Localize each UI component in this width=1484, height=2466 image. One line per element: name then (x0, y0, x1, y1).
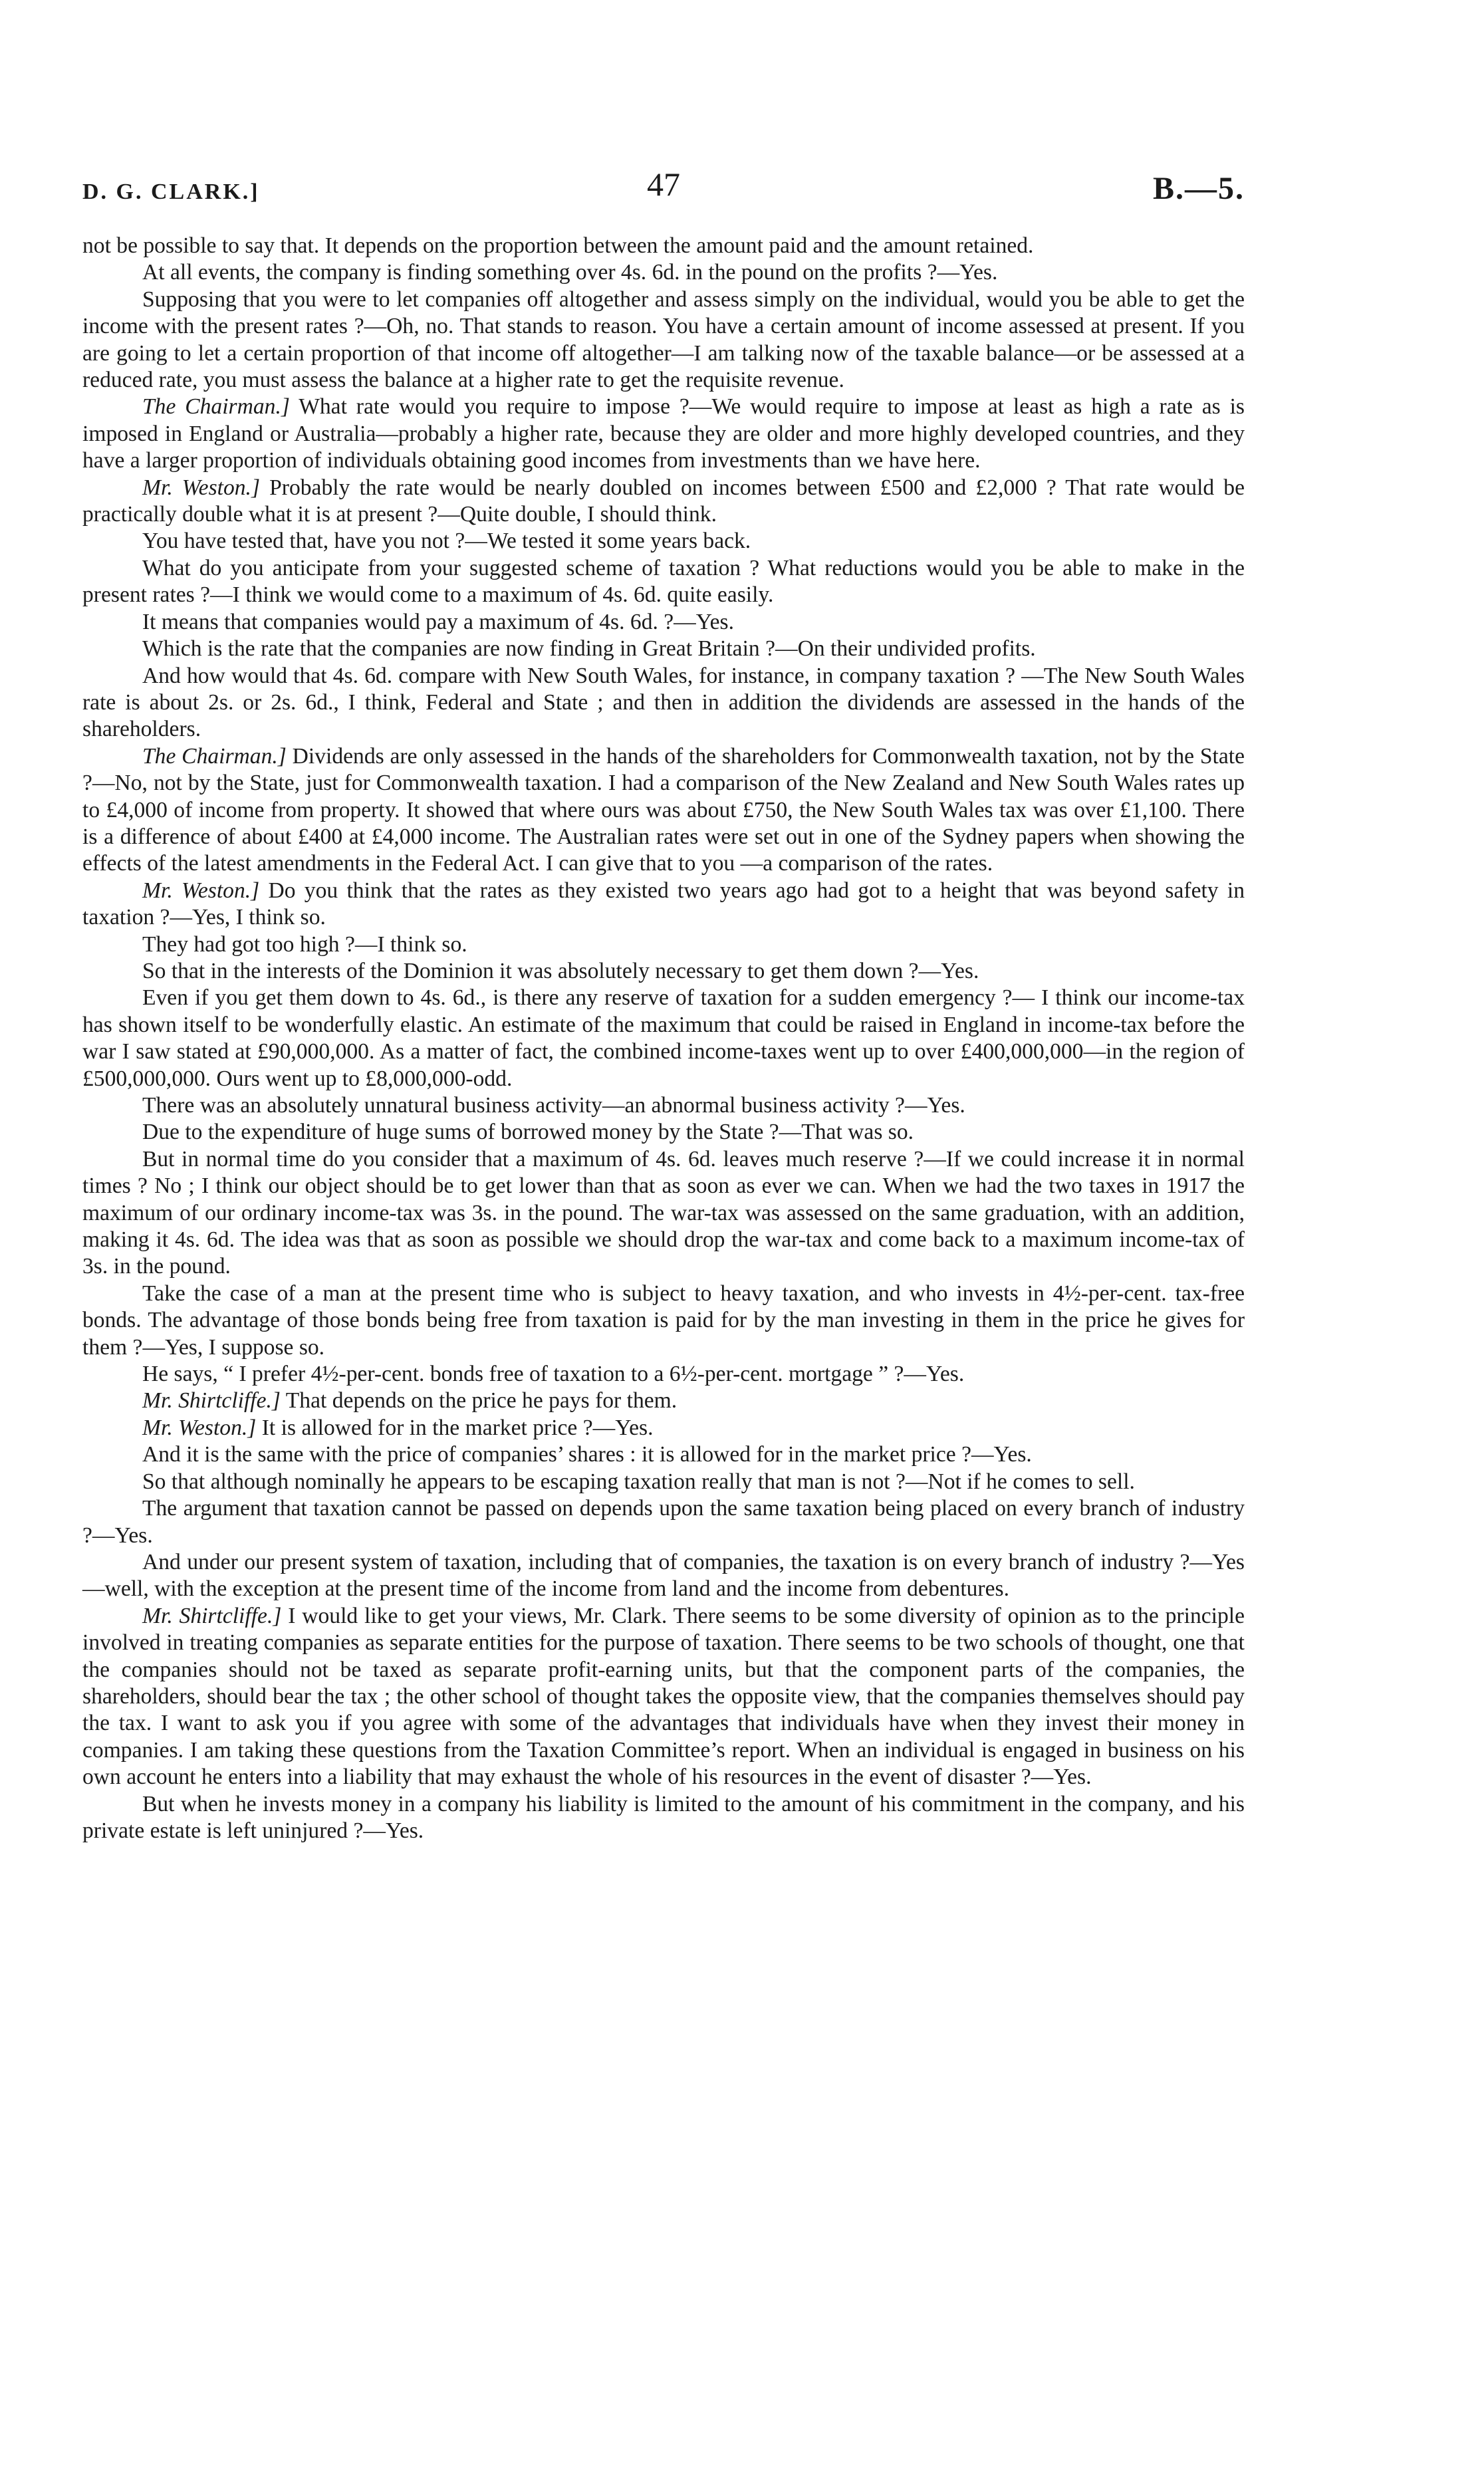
paragraph (82, 287, 1245, 394)
paragraph-text: Supposing that you were to let companies off altogether and assess simply on the individual, would you be able to get the income with the present rates ?—Oh, no. That stands to reason. You have a certain amount of income assessed at present. If you are going to let a certain proportion of that income off altogether—I am talking now of the taxable balance—or be assessed at a reduced rate, you must assess the balance at a higher rate to get the requisite revenue. (82, 287, 1245, 393)
paragraph (82, 555, 1245, 609)
paragraph-text: And it is the same with the price of companies’ shares : it is allowed for in the market price ?—Yes. (142, 1442, 1032, 1467)
paragraph (82, 1146, 1245, 1281)
paragraph (82, 1119, 1245, 1146)
paragraph-text: So that although nominally he appears to be escaping taxation really that man is not ?—Not if he comes to sell. (142, 1469, 1135, 1494)
paragraph-text: You have tested that, have you not ?—We tested it some years back. (142, 529, 751, 554)
paragraph (82, 1281, 1245, 1361)
paragraph-text: At all events, the company is finding something over 4s. 6d. in the pound on the profits ?—Yes. (142, 260, 998, 285)
paragraph (82, 878, 1245, 931)
paragraph-text: not be possible to say that. It depends on the proportion between the amount paid and the amount retained. (82, 233, 1034, 258)
document-reference: B.—5. (1152, 171, 1245, 206)
paragraph-text: Due to the expenditure of huge sums of borrowed money by the State ?—That was so. (142, 1120, 914, 1145)
paragraph-text: He says, “ I prefer 4½-per-cent. bonds free of taxation to a 6½-per-cent. mortgage ” ?—Yes. (142, 1362, 965, 1387)
paragraph (82, 1092, 1245, 1119)
speaker-label: Mr. Weston.] (142, 1415, 257, 1440)
paragraph-text: The argument that taxation cannot be passed on depends upon the same taxation being placed on every branch of industry ?—Yes. (82, 1496, 1245, 1548)
paragraph (82, 663, 1245, 743)
paragraph (82, 931, 1245, 958)
paragraph-text: But in normal time do you consider that a maximum of 4s. 6d. leaves much reserve ?—If we could increase it in normal times ? No ; I think our object should be to get lower than that as soon as ever we can. When we had the two taxes in 1917 the maximum of our ordinary income-tax was 3s. in the pound. The war-tax was assessed on the same graduation, with an addition, making it 4s. 6d. The idea was that as soon as possible we should drop the war-tax and come back to a maximum income-tax of 3s. in the pound. (82, 1146, 1245, 1279)
paragraph (82, 528, 1245, 555)
paragraph-text: Even if you get them down to 4s. 6d., is there any reserve of taxation for a sudden emergency ?— I think our income-tax has shown itself to be wonderfully elastic. An estimate of the maximum that could be raised in England in income-tax before the war I saw stated at £90,000,000. As a matter of fact, the combined income-taxes went up to over £400,000,000—in the region of £500,000,000. Ours went up to £8,000,000-odd. (82, 985, 1245, 1091)
paragraph (82, 1549, 1245, 1603)
paragraph (82, 1415, 1245, 1441)
paragraph-text: Dividends are only assessed in the hands of the shareholders for Commonwealth taxation, not by the State ?—No, not by the State, just for Commonwealth taxation. I had a comparison of the New Zealand and New South Wales rates up to £4,000 of income from property. It showed that where ours was about £750, the New South Wales tax was over £1,100. There is a difference of about £400 at £4,000 income. The Australian rates were set out in one of the Sydney papers when showing the effects of the latest amendments in the Federal Act. I can give that to you —a comparison of the rates. (82, 743, 1245, 876)
paragraph (82, 1441, 1245, 1468)
paragraph-text: It means that companies would pay a maximum of 4s. 6d. ?—Yes. (142, 609, 734, 634)
paragraph (82, 636, 1245, 662)
speaker-label: The Chairman.] (142, 394, 290, 420)
paragraph-text: Probably the rate would be nearly doubled on incomes between £500 and £2,000 ? That rate would be practically double what it is at present ?—Quite double, I should think. (82, 475, 1245, 527)
paragraph (82, 394, 1245, 474)
paragraph (82, 958, 1245, 985)
speaker-label: Mr. Weston.] (142, 878, 260, 903)
paragraph-text: But when he invests money in a company his liability is limited to the amount of his commitment in the company, and his private estate is left uninjured ?—Yes. (82, 1791, 1245, 1843)
paragraph (82, 1361, 1245, 1388)
paragraph-text: It is allowed for in the market price ?—Yes. (261, 1415, 654, 1440)
paragraph (82, 475, 1245, 529)
paragraph (82, 1388, 1245, 1414)
speaker-label: The Chairman.] (142, 743, 287, 769)
speaker-label: Mr. Shirtcliffe.] (142, 1603, 282, 1628)
paragraph-text: So that in the interests of the Dominion it was absolutely necessary to get them down ?—Yes. (142, 958, 979, 983)
paragraph (82, 609, 1245, 636)
paragraph-text: What do you anticipate from your suggested scheme of taxation ? What reductions would you be able to make in the present rates ?—I think we would come to a maximum of 4s. 6d. quite easily. (82, 555, 1245, 608)
speaker-label: Mr. Weston.] (142, 475, 261, 500)
paragraph (82, 985, 1245, 1092)
paragraph-text: And under our present system of taxation, including that of companies, the taxation is on every branch of industry ?—Yes—well, with the exception at the present time of the income from land and the income from debentures. (82, 1549, 1245, 1602)
paragraph-text: I would like to get your views, Mr. Clark. There seems to be some diversity of opinion as to the principle involved in treating companies as separate entities for the purpose of taxation. There seems to be two schools of thought, one that the companies should not be taxed as separate profit-earning units, but that the component parts of the companies, the shareholders, should bear the tax ; the other school of thought takes the opposite view, that the companies themselves should pay the tax. I want to ask you if you agree with some of the advantages that individuals have when they invest their money in companies. I am taking these questions from the Taxation Committee’s report. When an individual is engaged in business on his own account he enters into a liability that may exhaust the whole of his resources in the event of disaster ?—Yes. (82, 1603, 1245, 1790)
paragraph (82, 743, 1245, 878)
page-number: 47 (647, 166, 680, 203)
paragraph-text: Which is the rate that the companies are now finding in Great Britain ?—On their undivided profits. (142, 636, 1036, 662)
paragraph-text: Take the case of a man at the present time who is subject to heavy taxation, and who invests in 4½-per-cent. tax-free bonds. The advantage of those bonds being free from taxation is paid for by the man investing in them in the price he gives for them ?—Yes, I suppose so. (82, 1281, 1245, 1360)
witness-name: D. G. CLARK.] (82, 180, 260, 204)
page-body (82, 233, 1245, 1844)
paragraph (82, 1603, 1245, 1791)
paragraph-text: What rate would you require to impose ?—We would require to impose at least as high a rate as is imposed in England or Australia—probably a higher rate, because they are older and more highly developed countries, and they have a larger proportion of individuals obtaining good incomes from investments than we have here. (82, 394, 1245, 473)
paragraph (82, 1495, 1245, 1549)
paragraph-text: Do you think that the rates as they existed two years ago had got to a height that was beyond safety in taxation ?—Yes, I think so. (82, 878, 1245, 930)
paragraph-text: There was an absolutely unnatural business activity—an abnormal business activity ?—Yes. (142, 1093, 965, 1118)
paragraph (82, 1469, 1245, 1495)
paragraph (82, 259, 1245, 286)
speaker-label: Mr. Shirtcliffe.] (142, 1388, 281, 1414)
paragraph (82, 233, 1245, 259)
paragraph-text: That depends on the price he pays for them. (285, 1388, 678, 1414)
page-header (82, 165, 1245, 218)
paragraph (82, 1791, 1245, 1845)
paragraph-text: And how would that 4s. 6d. compare with New South Wales, for instance, in company taxation ? —The New South Wales rate is about 2s. or 2s. 6d., I think, Federal and State ; and then in addition the dividends are assessed in the hands of the shareholders. (82, 663, 1245, 742)
paragraph-text: They had got too high ?—I think so. (142, 931, 467, 957)
